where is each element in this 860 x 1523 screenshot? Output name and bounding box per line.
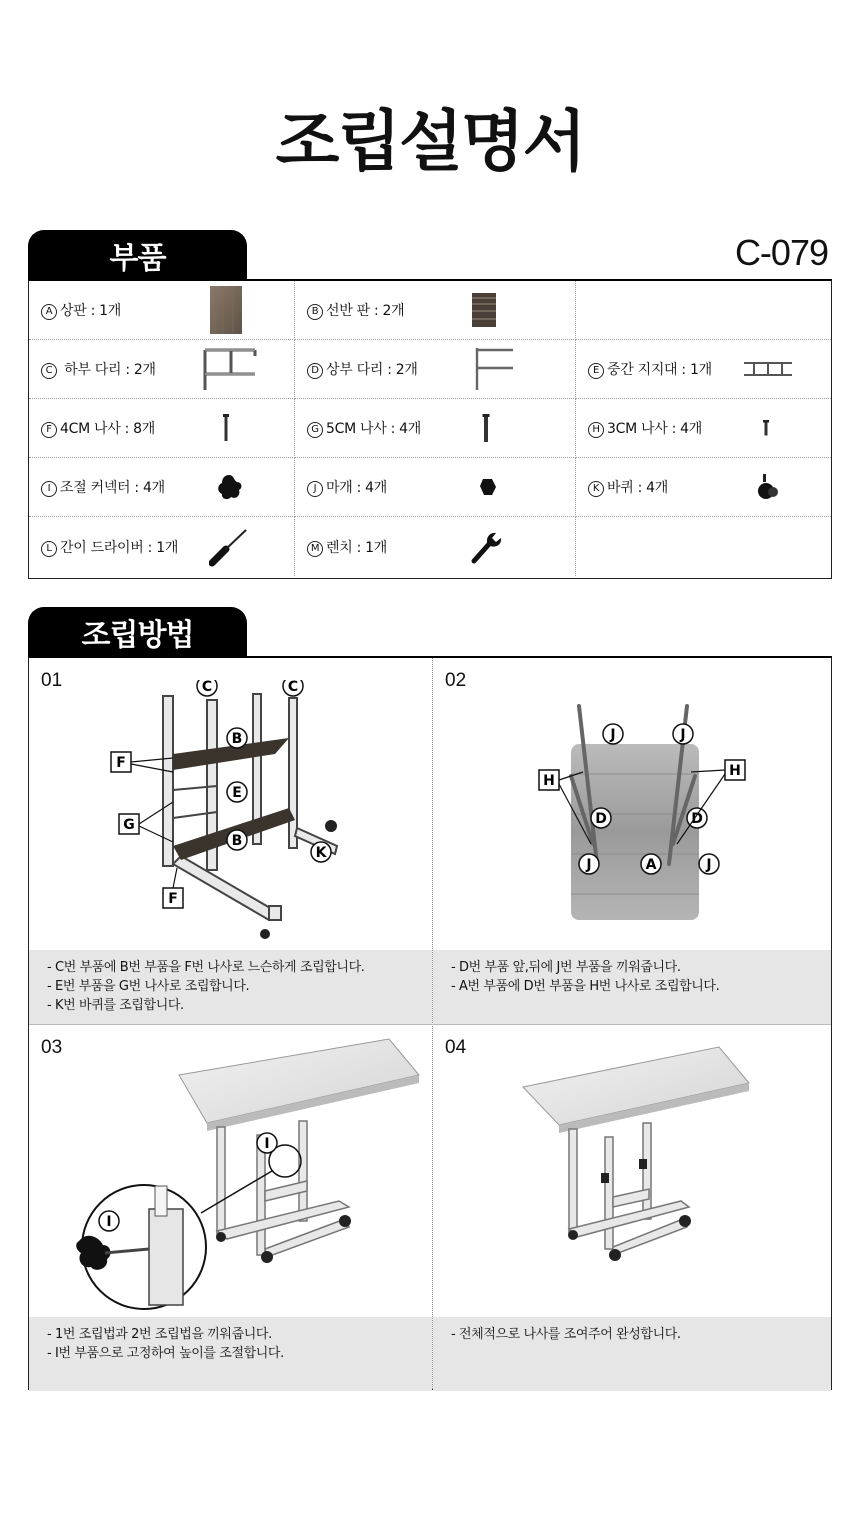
part-cell-f: F 4CM 나사 : 8개 — [29, 399, 295, 458]
model-code: C-079 — [734, 232, 828, 273]
caster-wheel-icon — [754, 473, 780, 501]
screw-5cm-icon — [481, 413, 491, 443]
callout-label: G — [123, 817, 135, 833]
callout-label: E — [232, 785, 242, 801]
callout-label: F — [116, 755, 126, 771]
part-cell-g: G 5CM 나사 : 4개 — [295, 399, 576, 458]
lower-leg-frame-icon — [201, 346, 259, 392]
part-cell-c: C 하부 다리 : 2개 — [29, 340, 295, 399]
knob-connector-icon — [213, 472, 245, 502]
callout-label: B — [231, 833, 243, 849]
step-04 — [433, 1025, 831, 1391]
step-03 — [29, 1025, 432, 1391]
part-cell-b: B 선반 판 : 2개 — [295, 281, 576, 340]
part-cell-i: I 조절 커넥터 : 4개 — [29, 458, 295, 517]
callout-label: C — [287, 680, 299, 695]
step-number: 04 — [445, 1037, 467, 1058]
step-number: 01 — [41, 670, 63, 691]
callout-label: J — [610, 727, 616, 743]
step-04-illustration — [513, 1041, 773, 1291]
callout-label: A — [645, 857, 657, 873]
parts-section-tab: 부품 — [28, 230, 247, 280]
parts-table — [28, 279, 832, 579]
step-03-notes: - 1번 조립법과 2번 조립법을 끼워줍니다. - I번 부품으로 고정하여 높이를 조절합니다. — [29, 1317, 432, 1391]
screw-4cm-icon — [221, 413, 231, 443]
callout-label: H — [543, 773, 555, 789]
callout-label: D — [691, 811, 703, 827]
wrench-icon — [471, 530, 503, 564]
callout-label: H — [729, 763, 741, 779]
step-03-illustration — [49, 1031, 429, 1311]
cap-icon — [479, 477, 497, 497]
middle-support-icon — [742, 359, 794, 379]
callout-label: I — [264, 1136, 270, 1152]
assembly-section-tab: 조립방법 — [28, 607, 247, 657]
tabletop-board-icon — [209, 285, 243, 335]
callout-label: J — [680, 727, 686, 743]
callout-label: K — [315, 845, 327, 861]
part-cell-d: D 상부 다리 : 2개 — [295, 340, 576, 399]
part-cell-a: A 상판 : 1개 — [29, 281, 295, 340]
step-number: 03 — [41, 1037, 63, 1058]
step-04-notes: - 전체적으로 나사를 조여주어 완성합니다. — [433, 1317, 831, 1391]
upper-leg-frame-icon — [471, 346, 515, 392]
part-cell-empty-1 — [576, 281, 831, 340]
assembly-steps — [28, 656, 832, 1390]
page-title: 조립설명서 — [275, 103, 585, 180]
step-02-notes: - D번 부품 앞,뒤에 J번 부품을 끼워줍니다. - A번 부품에 D번 부품을 H번 나사로 조립합니다. — [433, 950, 831, 1024]
step-01 — [29, 658, 432, 1024]
shelf-board-icon — [471, 292, 497, 328]
callout-label: D — [595, 811, 607, 827]
callout-label: B — [231, 731, 243, 747]
callout-label: F — [168, 891, 178, 907]
callout-label: J — [706, 857, 712, 873]
part-cell-m: M 렌치 : 1개 — [295, 517, 576, 576]
step-number: 02 — [445, 670, 467, 691]
part-cell-h: H 3CM 나사 : 4개 — [576, 399, 831, 458]
screw-3cm-icon — [762, 419, 770, 437]
step-02 — [433, 658, 831, 1024]
part-cell-l: L 간이 드라이버 : 1개 — [29, 517, 295, 576]
step-02-illustration — [513, 694, 753, 924]
callout-label: I — [106, 1214, 112, 1230]
part-cell-empty-2 — [576, 517, 831, 576]
step-01-notes: - C번 부품에 B번 부품을 F번 나사로 느슨하게 조립합니다. - E번 부품을 G번 나사로 조립합니다. - K번 바퀴를 조립합니다. — [29, 950, 432, 1024]
part-cell-j: J 마개 : 4개 — [295, 458, 576, 517]
step-01-illustration — [99, 680, 419, 950]
part-cell-e: E 중간 지지대 : 1개 — [576, 340, 831, 399]
part-cell-k: K 바퀴 : 4개 — [576, 458, 831, 517]
callout-label: J — [586, 857, 592, 873]
callout-label: C — [201, 680, 213, 695]
screwdriver-icon — [209, 527, 249, 567]
